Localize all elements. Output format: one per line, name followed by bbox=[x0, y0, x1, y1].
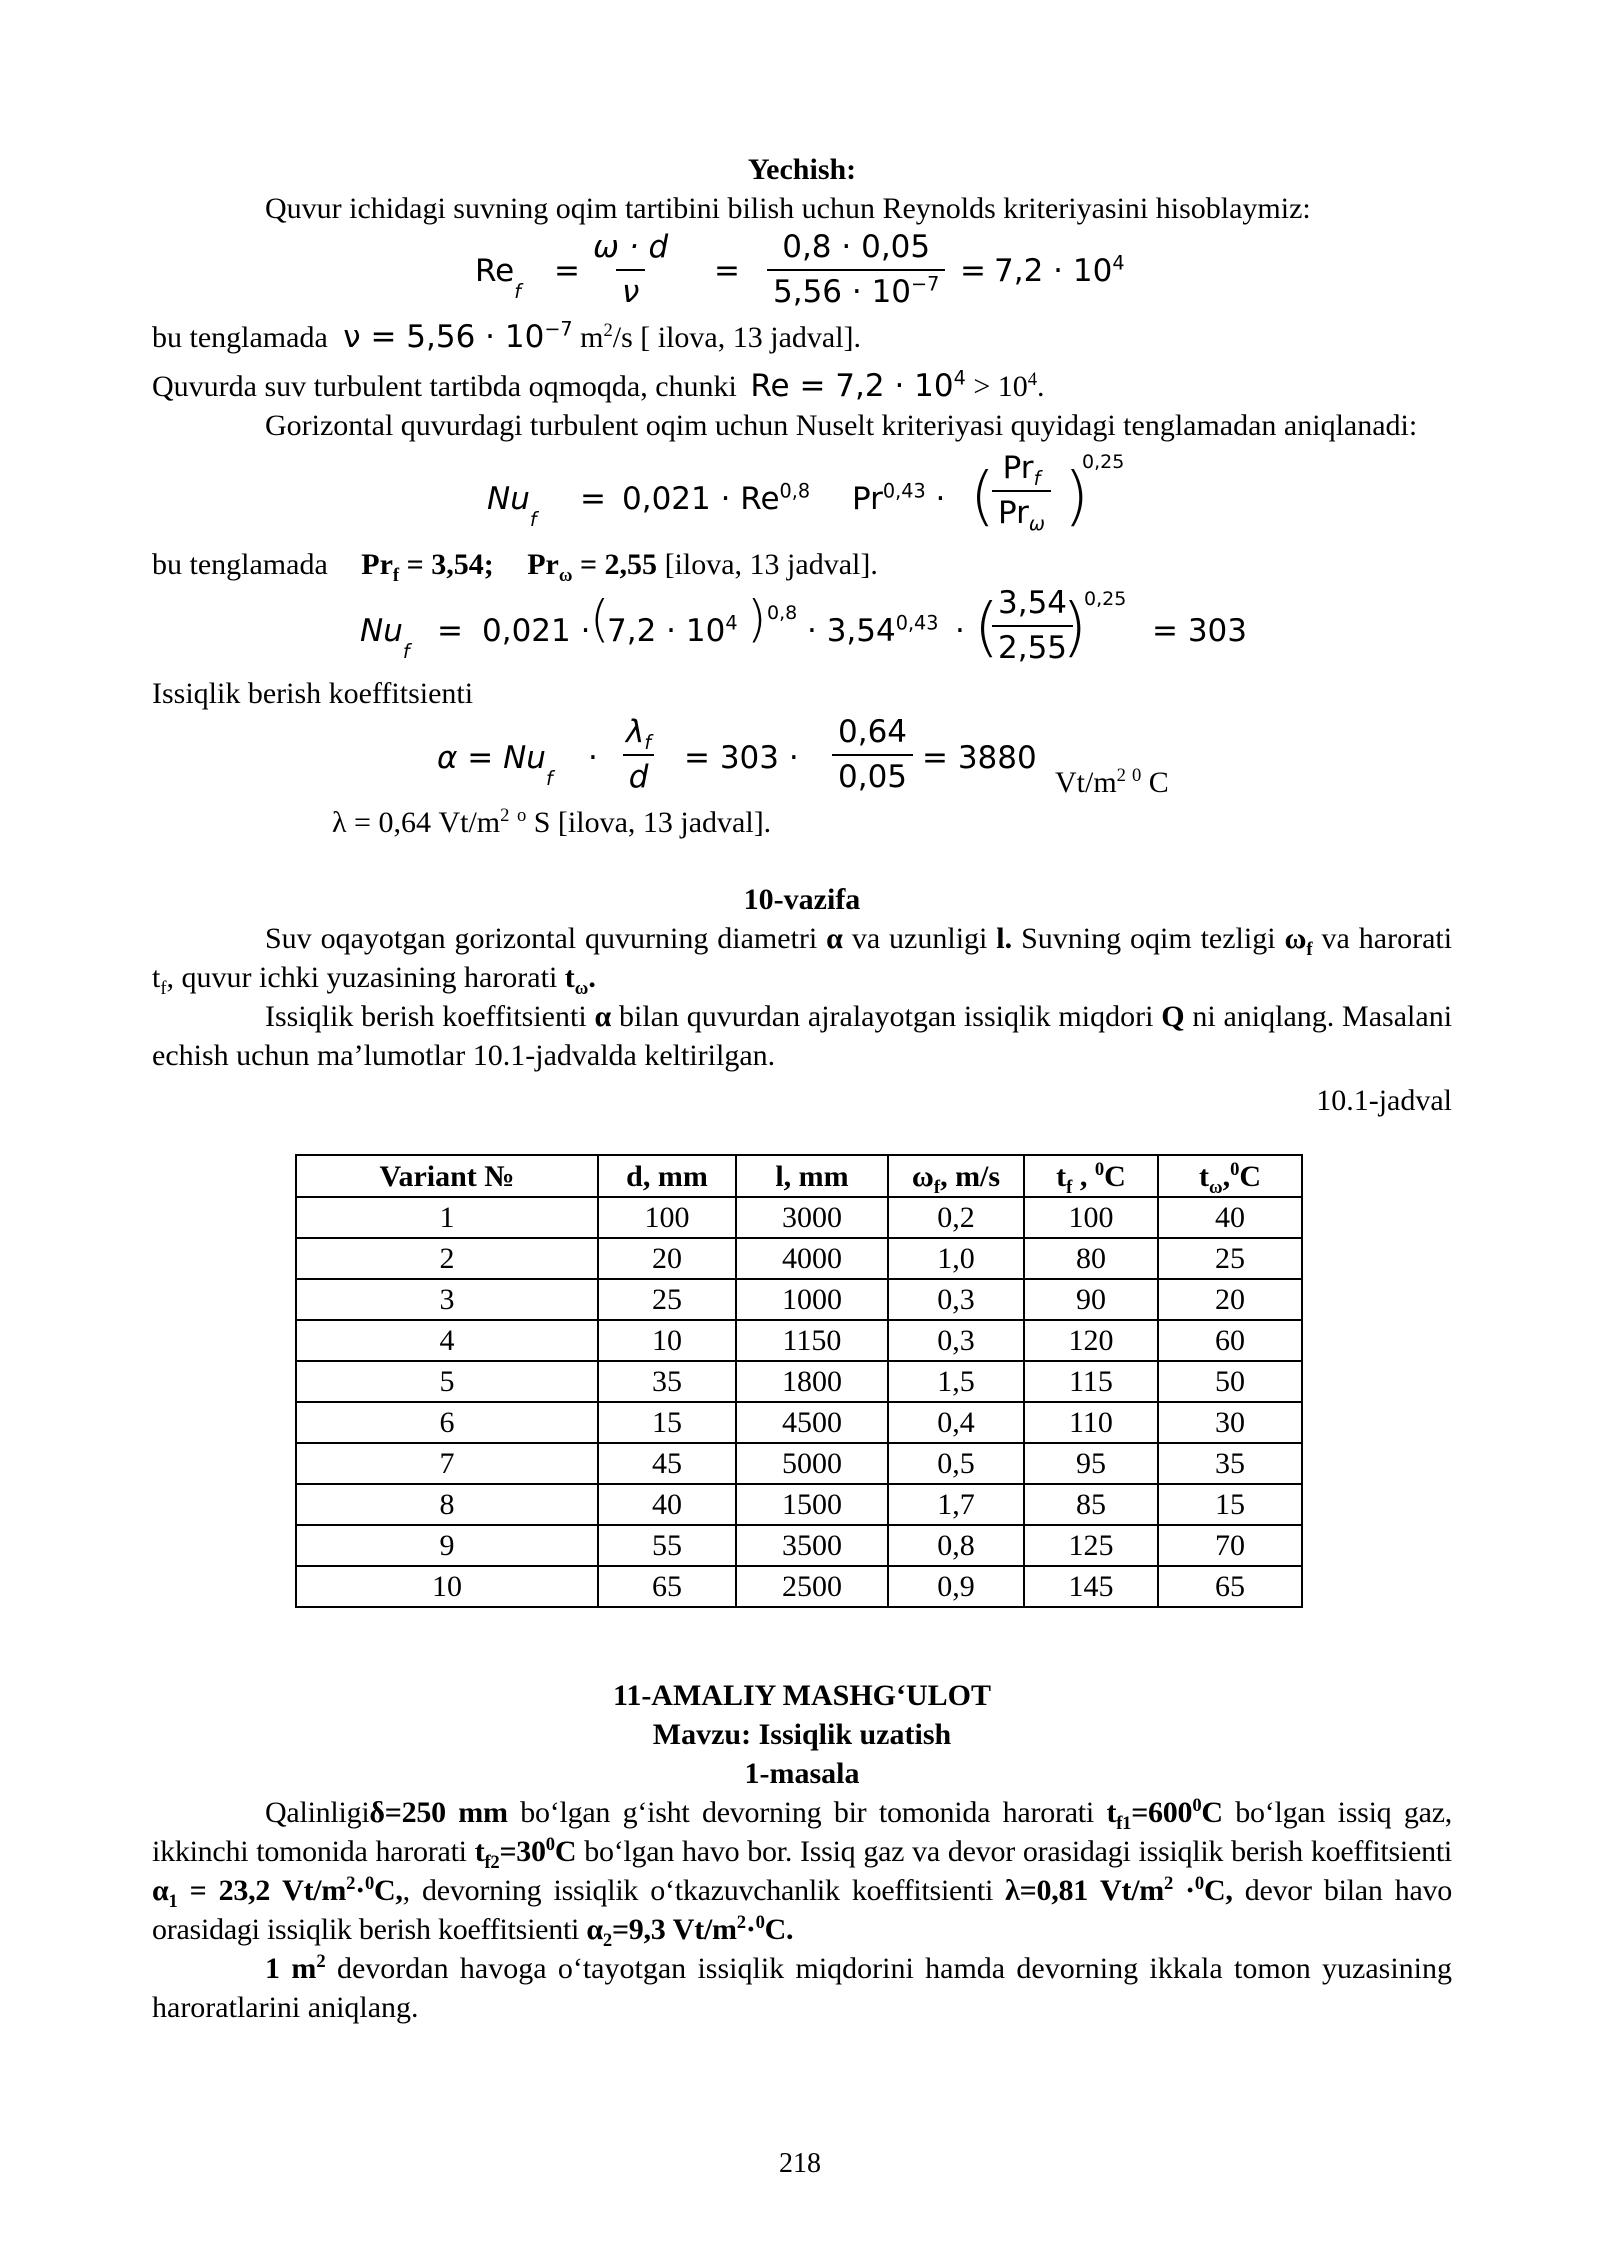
table-row bbox=[296, 1484, 1302, 1525]
table-cell: 40 bbox=[1158, 1197, 1302, 1238]
table-row bbox=[296, 1443, 1302, 1484]
table-cell: 90 bbox=[1024, 1279, 1158, 1320]
header-variant: Variant № bbox=[296, 1155, 598, 1197]
table-cell: 100 bbox=[598, 1197, 736, 1238]
header-tf: $t_f$ , $^0$C bbox=[1024, 1155, 1158, 1197]
page-number: 218 bbox=[779, 2148, 821, 2179]
table-row bbox=[296, 1197, 1302, 1238]
table-cell: 0,9 bbox=[888, 1566, 1024, 1607]
table-cell: 0,4 bbox=[888, 1402, 1024, 1443]
table-cell: 25 bbox=[1158, 1238, 1302, 1279]
table-row bbox=[296, 1238, 1302, 1279]
table-cell: 10 bbox=[598, 1320, 736, 1361]
table-cell: 65 bbox=[598, 1566, 736, 1607]
table-cell: 2 bbox=[296, 1238, 598, 1279]
nusselt-equation: $Nu_f$ = 0,021 · Re$^{0,8}$ Pr$^{0,43}$ · ( $Pr_f$ $Pr_\omega$ ) 0,25 bbox=[487, 450, 1125, 536]
alpha-label: Issiqlik berish koeffitsienti bbox=[152, 677, 474, 710]
section11-paragraph-2: 1 $m^2$ devordan havoga o‘tayotgan issiqlik miqdorini hamda devorning ikkala tomon yuzasining haroratlarini aniqlang. bbox=[152, 1951, 1452, 2024]
header-tw: $t_\omega,^0C$ bbox=[1158, 1155, 1302, 1197]
table-row bbox=[296, 1320, 1302, 1361]
table-cell: 8 bbox=[296, 1484, 598, 1525]
table-cell: 0,5 bbox=[888, 1443, 1024, 1484]
nu-line: bu tenglamada $\nu = 5,56 \cdot 10^{-7}$ $m^2/s$ [ ilova, 13 jadval]. bbox=[152, 317, 862, 355]
table-cell: 1 bbox=[296, 1197, 598, 1238]
table-cell: 35 bbox=[1158, 1443, 1302, 1484]
table-cell: 7 bbox=[296, 1443, 598, 1484]
table-cell: 1800 bbox=[736, 1361, 888, 1402]
section11-title: 11-AMALIY MASHG‘ULOT bbox=[612, 1679, 992, 1712]
table-cell: 20 bbox=[1158, 1279, 1302, 1320]
table-cell: 100 bbox=[1024, 1197, 1158, 1238]
nusselt-intro: Gorizontal quvurdagi turbulent oqim uchun Nuselt kriteriyasi quyidagi tenglamadan aniqlanadi: bbox=[265, 409, 1418, 442]
page-content bbox=[152, 150, 1452, 2027]
table-cell: 15 bbox=[1158, 1484, 1302, 1525]
table-cell: 15 bbox=[598, 1402, 736, 1443]
table-cell: 30 bbox=[1158, 1402, 1302, 1443]
lambda-line: λ = 0,64 $Vt/m^2$ $^o$ S [ilova, 13 jadval]. bbox=[332, 805, 772, 839]
section11-problem: 1-masala bbox=[744, 1757, 860, 1790]
table-row bbox=[296, 1525, 1302, 1566]
header-l: l, mm bbox=[736, 1155, 888, 1197]
table-cell: 125 bbox=[1024, 1525, 1158, 1566]
table-cell: 10 bbox=[296, 1566, 598, 1607]
table-cell: 0,8 bbox=[888, 1525, 1024, 1566]
table-cell: 0,2 bbox=[888, 1197, 1024, 1238]
table-cell: 115 bbox=[1024, 1361, 1158, 1402]
table-cell: 55 bbox=[598, 1525, 736, 1566]
table-cell: 1150 bbox=[736, 1320, 888, 1361]
table-body bbox=[296, 1197, 1302, 1607]
table-cell: 4 bbox=[296, 1320, 598, 1361]
table-cell: 3000 bbox=[736, 1197, 888, 1238]
table-cell: 35 bbox=[598, 1361, 736, 1402]
table-cell: 25 bbox=[598, 1279, 736, 1320]
table-cell: 120 bbox=[1024, 1320, 1158, 1361]
table-cell: 80 bbox=[1024, 1238, 1158, 1279]
table-cell: 85 bbox=[1024, 1484, 1158, 1525]
table-row bbox=[296, 1279, 1302, 1320]
task10-title: 10-vazifa bbox=[743, 883, 861, 916]
table-cell: 110 bbox=[1024, 1402, 1158, 1443]
table-cell: 20 bbox=[598, 1238, 736, 1279]
solution-title: Yechish: bbox=[747, 153, 857, 186]
table-row bbox=[296, 1361, 1302, 1402]
table-caption: 10.1-jadval bbox=[1316, 1084, 1452, 1117]
table-cell: 1,0 bbox=[888, 1238, 1024, 1279]
table-cell: 2500 bbox=[736, 1566, 888, 1607]
table-cell: 6 bbox=[296, 1402, 598, 1443]
variant-table bbox=[295, 1154, 1303, 1608]
solution-intro: Quvur ichidagi suvning oqim tartibini bilish uchun Reynolds kriteriyasini hisoblaymiz: bbox=[265, 192, 1311, 225]
table-cell: 145 bbox=[1024, 1566, 1158, 1607]
table-cell: 4500 bbox=[736, 1402, 888, 1443]
table-cell: 0,3 bbox=[888, 1320, 1024, 1361]
table-cell: 1,7 bbox=[888, 1484, 1024, 1525]
table-cell: 65 bbox=[1158, 1566, 1302, 1607]
header-velocity: $\omega_f$, m/s bbox=[888, 1155, 1024, 1197]
table-row bbox=[296, 1402, 1302, 1443]
table-row bbox=[296, 1566, 1302, 1607]
table-cell: 1000 bbox=[736, 1279, 888, 1320]
table-cell: 5 bbox=[296, 1361, 598, 1402]
task10-paragraph-2: Issiqlik berish koeffitsienti α bilan quvurdan ajralayotgan issiqlik miqdori Q ni aniqlang. Masalani echish uchun ma’lumotlar 10.1-jadvalda keltirilgan. bbox=[152, 1000, 1453, 1072]
table-cell: 3 bbox=[296, 1279, 598, 1320]
table-cell: 9 bbox=[296, 1525, 598, 1566]
section11-paragraph-1: Qalinligiδ=250 mm bo‘lgan g‘isht devorning bir tomonida harorati $t_{f1}=600^0C$ bo‘lgan issiq gaz, ikkinchi tomonida harorati $t_{f2}=30^0C$ bo‘lgan havo bor. Issiq gaz va devor orasidagi issiqlik berish koeffitsienti $\alpha_1 = 23,2$ $Vt/m^2\cdot^0C$,, devorning issiqlik o‘tkazuvchanlik koeffitsienti λ=0,81 $Vt/m^2 \cdot^0C$, devor bilan havo orasidagi issiqlik berish koeffitsienti $\alpha_2=9,3$ $Vt/m^2\cdot^0C$. bbox=[152, 1795, 1453, 1951]
table-cell: 1500 bbox=[736, 1484, 888, 1525]
task10-paragraph-1: Suv oqayotgan gorizontal quvurning diametri α va uzunligi l. Suvning oqim tezligi $\omega_f$ va harorati $t_f$, quvur ichki yuzasining harorati $t_\omega$. bbox=[152, 922, 1453, 999]
table-cell: 95 bbox=[1024, 1443, 1158, 1484]
turbulent-line: Quvurda suv turbulent tartibda oqmoqda, chunki $Re = 7,2 \cdot 10^4 > 10^4$. bbox=[152, 366, 1045, 404]
section11-topic: Mavzu: Issiqlik uzatish bbox=[652, 1718, 952, 1751]
nusselt-computed: $Nu_f$ = 0,021 · ( $7,2 \cdot 10^4$ ) 0,8 · $3,54^{0,43}$ · ( $\frac{3,54}{2,55}$ ) 0,25 = 303 bbox=[360, 585, 1247, 666]
table-cell: 45 bbox=[598, 1443, 736, 1484]
table-cell: 5000 bbox=[736, 1443, 888, 1484]
table-cell: 40 bbox=[598, 1484, 736, 1525]
table-cell: 0,3 bbox=[888, 1279, 1024, 1320]
reynolds-equation: $Re_f$ = $\frac{\omega \cdot d}{\nu}$ = $\frac{0,8 \cdot 0,05}{5,56 \cdot 10^{-7}}$ = $7,2 \cdot 10^4$ bbox=[475, 229, 1125, 310]
table-header-row bbox=[296, 1155, 1302, 1197]
pr-line: bu tenglamada $Pr_f = 3,54$; $Pr_\omega = 2,55$ [ilova, 13 jadval]. bbox=[152, 548, 878, 586]
table-cell: 70 bbox=[1158, 1525, 1302, 1566]
alpha-equation: $\alpha = Nu_f$ · $\frac{\lambda_f}{d}$ = 303 · $\frac{0,64}{0,05}$ = 3880 $Vt/m^2$ $^0$ C bbox=[437, 714, 1169, 799]
table-cell: 50 bbox=[1158, 1361, 1302, 1402]
table-cell: 3500 bbox=[736, 1525, 888, 1566]
table-cell: 4000 bbox=[736, 1238, 888, 1279]
table-cell: 60 bbox=[1158, 1320, 1302, 1361]
table-cell: 1,5 bbox=[888, 1361, 1024, 1402]
header-d: d, mm bbox=[598, 1155, 736, 1197]
